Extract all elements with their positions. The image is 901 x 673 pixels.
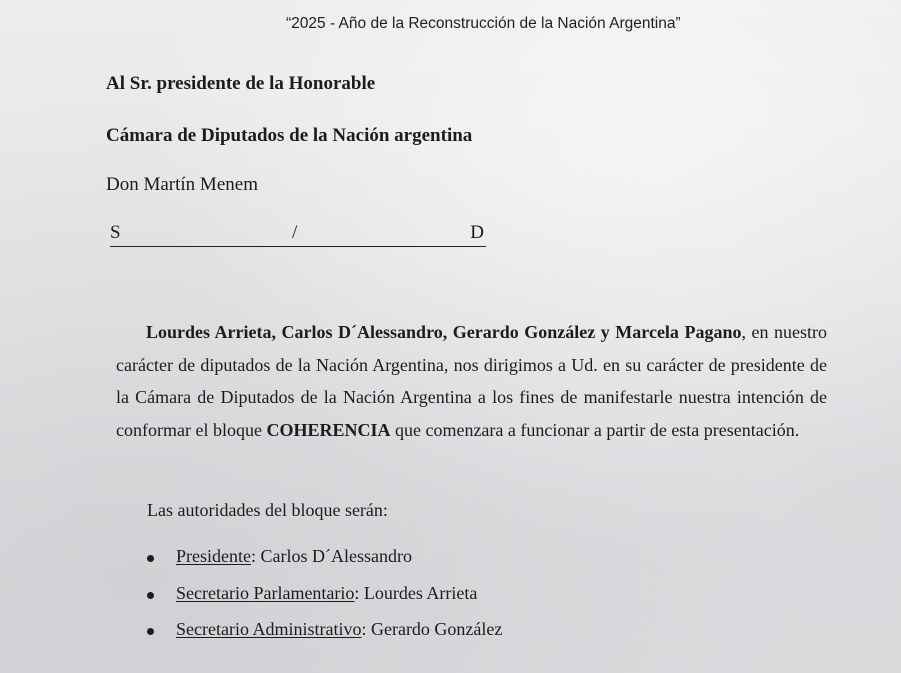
sd-s: S (110, 222, 121, 243)
sd-d: D (470, 222, 484, 243)
role-holder: : Carlos D´Alessandro (250, 546, 412, 566)
authorities-list (146, 546, 502, 656)
recipient-name: Don Martín Menem (106, 174, 258, 195)
role-holder: : Gerardo González (361, 619, 503, 639)
list-item (146, 619, 502, 656)
bullet-icon (147, 592, 154, 599)
recipient-line-1: Al Sr. presidente de la Honorable (106, 73, 376, 94)
su-despacho-line (110, 222, 486, 247)
body-text-1: , en nuestro carácter de diputados de la Nación Argentina, nos dirigimos a Ud. en su carácter de presidente de la Cámara de Diputados de la Nación Argentina a los fines de manifestarle nuestra intención de conformar el bloque (116, 322, 828, 440)
bloc-name: COHERENCIA (266, 419, 391, 440)
recipient-line-2: Cámara de Diputados de la Nación argentina (106, 125, 473, 146)
role-label: Presidente (176, 546, 251, 566)
sd-slash: / (292, 222, 298, 243)
list-item (146, 583, 502, 620)
bullet-icon (147, 628, 154, 635)
body-paragraph (116, 316, 827, 446)
signers: Lourdes Arrieta, Carlos D´Alessandro, Gerardo González y Marcela Pagano (146, 322, 742, 342)
bullet-icon (147, 555, 154, 562)
role-holder: : Lourdes Arrieta (354, 582, 478, 603)
authorities-intro: Las autoridades del bloque serán: (147, 500, 388, 520)
role-label: Secretario Parlamentario (176, 582, 355, 603)
body-text-2: que comenzara a funcionar a partir de esta presentación. (390, 419, 800, 440)
role-label: Secretario Administrativo (176, 619, 362, 639)
list-item (146, 546, 502, 583)
header-motto: “2025 - Año de la Reconstrucción de la Nación Argentina” (286, 15, 681, 32)
